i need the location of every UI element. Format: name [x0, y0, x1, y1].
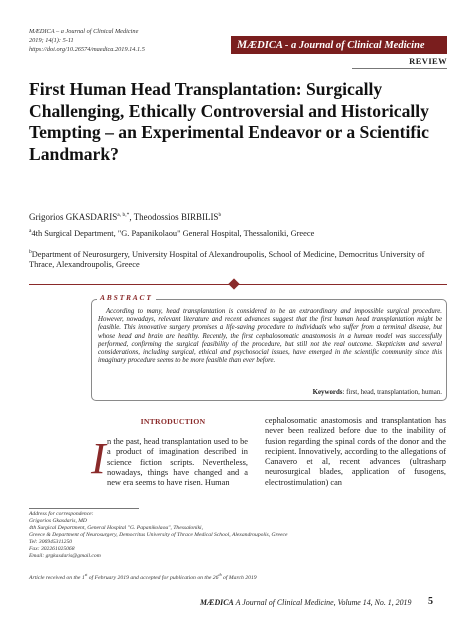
footer-details: A Journal of Clinical Medicine, Volume 14, No. 1, 2019 — [233, 598, 412, 607]
received-mid: of February 2019 and accepted for publication on the 26 — [87, 574, 219, 581]
doi-link[interactable]: https://doi.org/10.26574/maedica.2019.14.1.5 — [29, 46, 145, 53]
received-sup-2: th — [218, 572, 222, 577]
correspondence-footnote — [29, 511, 449, 560]
footnote-line: Address for correspondence: — [29, 511, 94, 517]
abstract-paragraph: According to many, head transplantation is considered to be an extraordinary and impossible surgical procedure. However, nowadays, relevant literature and recent advances suggest that the first human head transplantation might be feasible. This innovative surgery promises a life-saving procedure to individuals who suffer from a terminal disease, but whose head and brain are healthy. Recently, the first cephalosomatic anastomosis in a human model was successfully performed, confirming the surgical feasibility of the procedure, but still not the real outcome. Skepticism and several considerations, including surgical, ethical and psychosocial issues, have emerged in the scientific community since this imaginary procedure seems to be more feasible than ever before. — [98, 308, 442, 365]
keywords-list: : first, head, transplantation, human. — [342, 389, 442, 396]
abstract-text — [98, 308, 442, 365]
affiliation-b — [29, 247, 449, 271]
received-sup-1: st — [84, 572, 88, 577]
received-post: of March 2019 — [221, 574, 257, 581]
diamond-icon — [228, 278, 239, 289]
citation-block — [29, 27, 145, 54]
intro-column-1: n the past, head transplantation used to be a product of imagination described in science fiction scripts. Nevertheless, nowadays, things have changed and a new era seems to have risen. Human — [107, 437, 248, 488]
citation-volume: 2019; 14(1): 5-11 — [29, 37, 74, 44]
affiliation-a-text: 4th Surgical Department, "G. Papanikolaou" General Hospital, Thessaloniki, Greece — [31, 228, 315, 238]
footnote-line: 4th Surgical Department, General Hospital "G. Papanikolaou", Thessaloniki, — [29, 524, 203, 531]
drop-cap: I — [91, 434, 106, 483]
author-2: Theodossios BIRBILIS — [133, 212, 219, 222]
intro-column-2: cephalosomatic anastomosis and transplantation has never been realized before due to the inability of fusion regarding the spinal cords of the donor and the recipient. Innovatively, according to the allegations of Canavero et al, recent advances (ultrasharp neurosurgical blades, application of fusogens, electrostimulation) can — [265, 416, 446, 487]
section-rule — [352, 68, 447, 69]
footnote-line: Fax: 302261025068 — [29, 545, 75, 552]
author-1: Grigorios GKASDARIS — [29, 212, 118, 222]
footnote-line: Grigorios Gkasdaris, MD — [29, 517, 87, 524]
footnote-email[interactable]: Email: grgkasdaris@gmail.com — [29, 552, 101, 559]
keywords-label: Keywords — [312, 389, 343, 396]
author-separator: , — [129, 212, 134, 222]
received-pre: Article received on the 1 — [29, 574, 85, 581]
affiliation-a — [29, 226, 449, 239]
received-note — [29, 572, 449, 581]
journal-band-mark: M — [237, 39, 248, 51]
citation-journal: MÆDICA – a Journal of Clinical Medicine — [29, 28, 139, 35]
affiliation-b-text: Department of Neurosurgery, University Hospital of Alexandroupolis, School of Medicine, Democritus University of Thrace, Alexandroupolis, Greece — [29, 249, 425, 270]
section-label: REVIEW — [409, 56, 447, 66]
journal-band — [231, 36, 447, 54]
author-1-sup: a, b,* — [117, 212, 130, 218]
footnote-rule — [29, 508, 139, 509]
footnote-line: Tel: 306945311250 — [29, 538, 73, 545]
footnote-line: Greece & Department of Neurosurgery, Democritus University of Thrace Medical School, Alexandroupolis, Greece — [29, 531, 288, 538]
affiliation-b-sup: b — [29, 249, 32, 255]
author-2-sup: b — [218, 212, 222, 218]
footer-journal: MÆDICA — [200, 598, 234, 607]
journal-band-text: ÆDICA - a Journal of Clinical Medicine — [247, 40, 425, 51]
affiliation-a-sup: a — [29, 228, 32, 234]
page-number: 5 — [428, 596, 433, 607]
page-footer — [200, 598, 411, 607]
author-line — [29, 212, 221, 222]
abstract-label: ABSTRACT — [97, 293, 156, 302]
article-title: First Human Head Transplantation: Surgically Challenging, Ethically Controversial and Historically Tempting – an Experimental Endeavor or a Scientific Landmark? — [29, 79, 429, 164]
keywords — [98, 389, 442, 396]
introduction-heading: INTRODUCTION — [140, 417, 206, 426]
